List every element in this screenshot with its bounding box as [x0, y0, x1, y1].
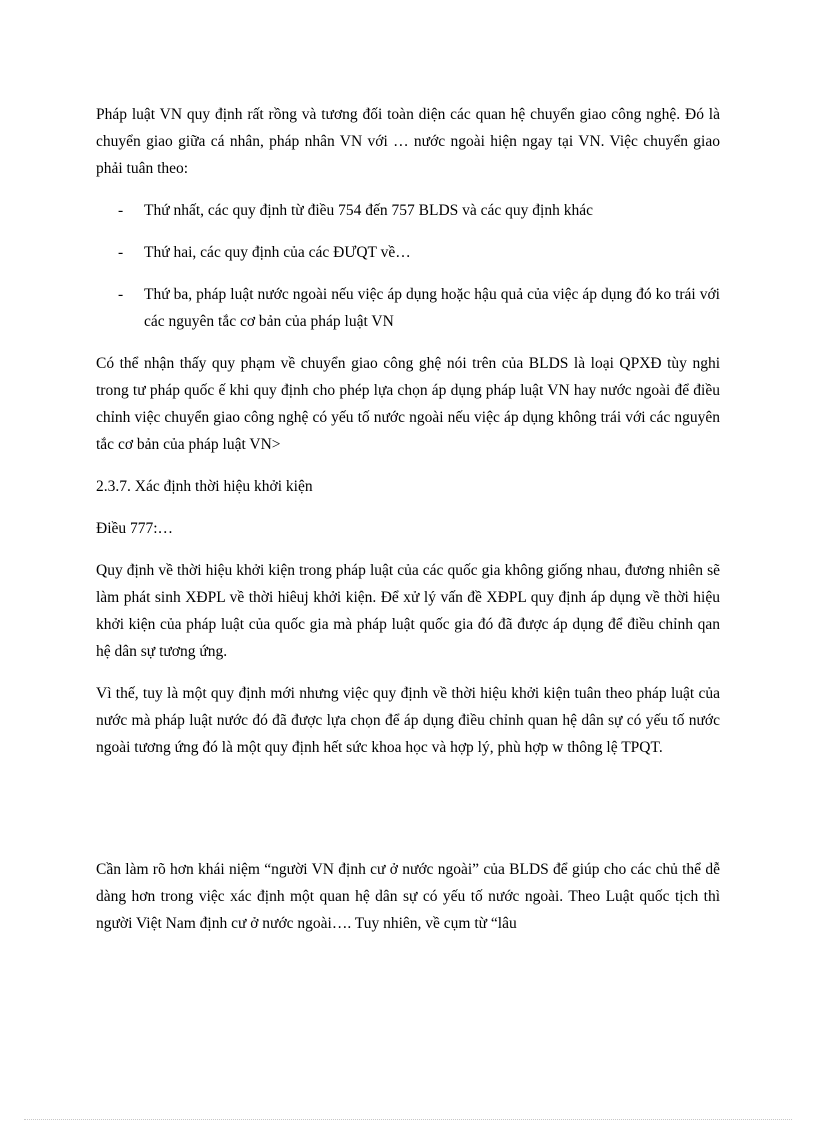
document-body — [96, 101, 720, 952]
list-item-text: Thứ hai, các quy định của các ĐƯQT về… — [144, 244, 411, 261]
list-item-text: Thứ ba, pháp luật nước ngoài nếu việc áp dụng hoặc hậu quả của việc áp dụng đó ko trái với các nguyên tắc cơ bản của pháp luật VN — [144, 286, 720, 330]
list-item — [96, 197, 720, 224]
section-heading: 2.3.7. Xác định thời hiệu khởi kiện — [96, 478, 313, 495]
paragraph-qpxd-analysis: Có thể nhận thấy quy phạm về chuyển giao công ghệ nói trên của BLDS là loại QPXĐ tùy nghi trong tư pháp quốc ế khi quy định cho phép lựa chọn áp dụng pháp luật VN hay nước ngoài để điều chỉnh việc chuyển giao công nghệ có yếu tố nước ngoài nếu việc áp dụng không trái với các nguyên tắc cơ bản của pháp luật VN> — [96, 355, 720, 453]
paragraph-technology-transfer: Pháp luật VN quy định rất rồng và tương đối toàn diện các quan hệ chuyển giao công nghệ. Đó là chuyển giao giữa cá nhân, pháp nhân VN với … nước ngoài hiện ngay tại VN. Việc chuyển giao phải tuân theo: — [96, 106, 720, 177]
list-item — [96, 239, 720, 266]
paragraph-limitation-conclusion: Vì thế, tuy là một quy định mới nhưng việc quy định về thời hiệu khởi kiện tuân theo pháp luật của nước mà pháp luật nước đó đã được lựa chọn để áp dụng điều chỉnh quan hệ dân sự có yếu tố nước ngoài tương ứng đó là một quy định hết sức khoa học và hợp lý, phù hợp w thông lệ TPQT. — [96, 685, 720, 756]
list-item — [96, 281, 720, 335]
page-bottom-divider — [24, 1119, 792, 1120]
article-reference: Điều 777:… — [96, 520, 174, 537]
bullet-dash: - — [118, 202, 124, 219]
paragraph-limitation-rules: Quy định về thời hiệu khởi kiện trong pháp luật của các quốc gia không giống nhau, đương nhiên sẽ làm phát sinh XĐPL về thời hiêuj khởi kiện. Để xử lý vấn đề XĐPL quy định áp dụng về thời hiệu khởi kiện của pháp luật của quốc gia mà pháp luật quốc gia đó đã được áp dụng để điều chỉnh qan hệ dân sự tương ứng. — [96, 562, 720, 660]
list-item-text: Thứ nhất, các quy định từ điều 754 đến 757 BLDS và các quy định khác — [144, 202, 593, 219]
paragraph-overseas-vietnamese: Cần làm rõ hơn khái niệm “người VN định cư ở nước ngoài” của BLDS để giúp cho các chủ thể dễ dàng hơn trong việc xác định một quan hệ dân sự có yếu tố nước ngoài. Theo Luật quốc tịch thì người Việt Nam định cư ở nước ngoài…. Tuy nhiên, về cụm từ “lâu — [96, 861, 720, 932]
blank-space — [96, 776, 720, 856]
transfer-rules-list — [96, 197, 720, 335]
bullet-dash: - — [118, 286, 124, 303]
bullet-dash: - — [118, 244, 124, 261]
